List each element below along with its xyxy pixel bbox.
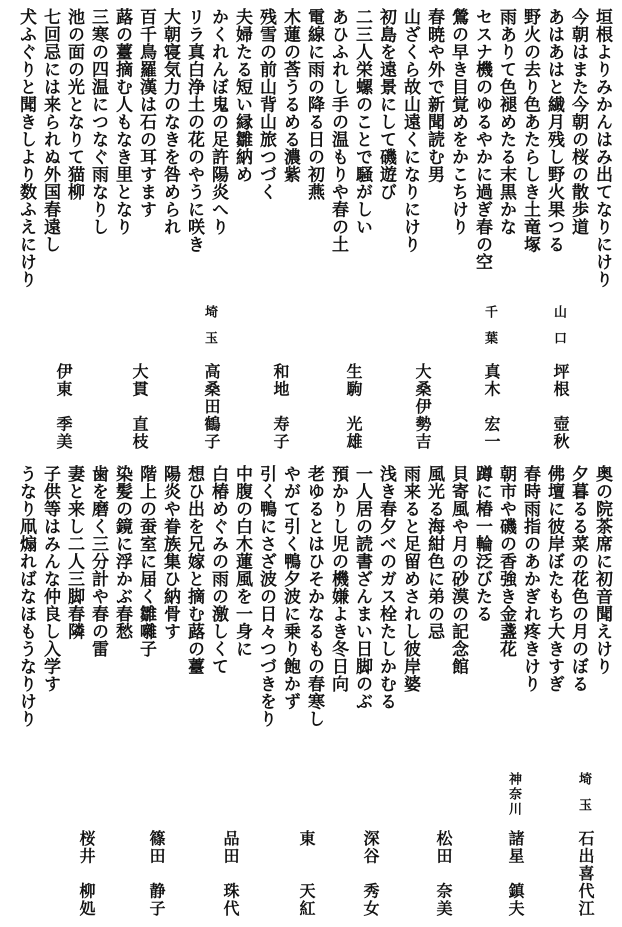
author-name: 坪根 壺秋 [551, 363, 568, 451]
haiku-column: 佛壇に彼岸ぼたもち大きすぎ [545, 465, 564, 693]
haiku-column: 想ひ出を兄嫁と摘む蕗の薹 [185, 465, 204, 675]
haiku-column: 雨来ると足留めされし彼岸婆 [401, 465, 420, 693]
author-entry [215, 772, 241, 924]
haiku-column: 雨ありて色褪めたる末黒かな [497, 8, 516, 236]
author-name: 和地 寿子 [271, 363, 288, 451]
haiku-column: 奥の院茶席に初音聞えけり [593, 465, 612, 675]
haiku-column: セスナ機のゆるやかに過ぎ春の空 [473, 8, 492, 271]
author-band-top [0, 305, 622, 457]
haiku-column: 中腹の白木蓮風を一身に [233, 465, 252, 658]
haiku-column: 貝寄風や月の砂漠の記念館 [449, 465, 468, 675]
haiku-column: 陽炎や眷族集ひ納骨す [161, 465, 180, 640]
author-entry [141, 772, 167, 924]
author-entry [71, 772, 97, 924]
author-name: 松田 奈美 [434, 830, 451, 918]
haiku-column: あはあはと繊月残し野火果つる [545, 8, 564, 253]
haiku-column: 大朝寝気力のなきを咎められ [161, 8, 180, 236]
haiku-column: 初島を遠景にして磯遊び [377, 8, 396, 201]
author-name: 伊東 季美 [54, 363, 71, 451]
haiku-column: 春暁や外で新聞読む男 [425, 8, 444, 183]
haiku-column: 垣根よりみかんはみ出てなりにけり [593, 8, 612, 288]
haiku-column: 蕗の薹摘む人もなき里となり [113, 8, 132, 236]
author-entry [124, 305, 150, 457]
haiku-column: 夕暮るる菜の花色の月のぼる [569, 465, 588, 693]
haiku-column: 夫婦たる短い縁雛納め [233, 8, 252, 183]
haiku-columns-top [14, 8, 614, 303]
haiku-column: あひふれし手の温もりや春の土 [329, 8, 348, 253]
author-entry [407, 305, 433, 457]
haiku-column: 妻と来し二人三脚春隣 [65, 465, 84, 640]
author-entry [338, 305, 364, 457]
author-name: 品田 珠代 [221, 830, 238, 918]
haiku-column: 風光る海紺色に弟の忌 [425, 465, 444, 640]
haiku-column: 三寒の四温につなぐ雨なりし [89, 8, 108, 236]
haiku-column: 子供等はみんな仲良し入学す [41, 465, 60, 693]
author-prefecture: 千葉 [483, 305, 498, 357]
author-entry [428, 772, 454, 924]
haiku-column: 犬ふぐりと聞きしより数ふえにけり [17, 8, 36, 288]
haiku-column: 一人居の読書ざんまい日脚のぶ [353, 465, 372, 710]
haiku-column: 朝市や磯の香強き金盞花 [497, 465, 516, 658]
author-entry [196, 305, 222, 457]
haiku-column: 二三人栄螺のことで騒がしい [353, 8, 372, 236]
author-entry [500, 772, 526, 924]
author-name: 桜井 柳処 [77, 830, 94, 918]
author-name: 真木 宏一 [482, 363, 499, 451]
haiku-column: 池の面の光となりて猫柳 [65, 8, 84, 201]
haiku-column: やがて引く鴨夕波に乗り飽かず [281, 465, 300, 710]
author-entry [48, 305, 74, 457]
author-prefecture: 神奈川 [507, 772, 522, 817]
haiku-column: 老ゆるとはひそかなるもの春寒し [305, 465, 324, 728]
author-name: 篠田 静子 [147, 830, 164, 918]
haiku-column: 階上の蚕室に届く雛囃子 [137, 465, 156, 658]
haiku-column: 春時雨指のあかぎれ疼きけり [521, 465, 540, 693]
author-name: 高桑田鶴子 [202, 363, 219, 451]
author-name: 東 天紅 [297, 830, 314, 918]
haiku-column: 残雪の前山背山旅つづく [257, 8, 276, 201]
haiku-column: 歯を磨く三分計や春の雷 [89, 465, 108, 658]
haiku-column: 染髪の鏡に浮かぶ春愁 [113, 465, 132, 640]
author-name: 生駒 光雄 [344, 363, 361, 451]
author-prefecture: 埼玉 [577, 772, 592, 824]
author-name: 大貫 直枝 [130, 363, 147, 451]
haiku-columns-bottom [14, 465, 614, 760]
haiku-column: 白椿めぐみの雨の激しくて [209, 465, 228, 675]
haiku-column: 山ざくら故山遠くになりにけり [401, 8, 420, 253]
author-entry [545, 305, 571, 457]
haiku-column: 引く鴨にさざ波の日々つづきをり [257, 465, 276, 728]
author-entry [355, 772, 381, 924]
haiku-column: 預かりし児の機嫌よき冬日向 [329, 465, 348, 693]
haiku-column: 百千鳥羅漢は石の耳すます [137, 8, 156, 218]
haiku-column: 木蓮の莟うるめる濃紫 [281, 8, 300, 183]
author-entry [291, 772, 317, 924]
author-entry [570, 772, 596, 924]
author-entry [476, 305, 502, 457]
author-entry [265, 305, 291, 457]
haiku-column: かくれんぼ鬼の足許陽炎へり [209, 8, 228, 236]
haiku-column: 七回忌には来られぬ外国春遠し [41, 8, 60, 253]
haiku-column: リラ真白浄土の花のやうに咲き [185, 8, 204, 253]
haiku-column: うなり凧煽ればなほもうなりけり [17, 465, 36, 728]
author-name: 諸星 鎮夫 [506, 830, 523, 918]
haiku-column: 蹲に椿一輪泛びたる [473, 465, 492, 623]
author-name: 大桑伊勢吉 [413, 363, 430, 451]
haiku-column: 電線に雨の降る日の初燕 [305, 8, 324, 201]
haiku-column: 鶯の早き目覚めをかこちけり [449, 8, 468, 236]
author-band-bottom [0, 772, 622, 924]
haiku-column: 今朝はまた今朝の桜の散歩道 [569, 8, 588, 236]
author-prefecture: 山口 [552, 305, 567, 357]
author-name: 深谷 秀女 [361, 830, 378, 918]
author-name: 石出喜代江 [576, 830, 593, 918]
haiku-column: 浅き春夕べのガス栓たしかむる [377, 465, 396, 710]
haiku-column: 野火の去り色あたらしき土竜塚 [521, 8, 540, 253]
author-prefecture: 埼玉 [203, 305, 218, 357]
